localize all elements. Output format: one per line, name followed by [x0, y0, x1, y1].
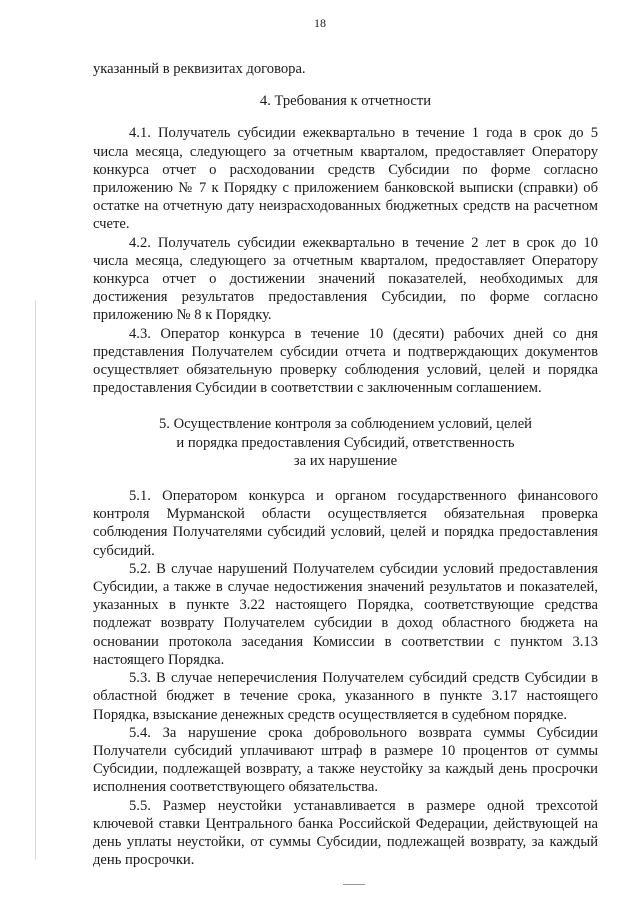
scan-margin-line	[35, 300, 36, 860]
document-body	[93, 60, 598, 869]
clause-4-2: 4.2. Получатель субсидии ежеквартально в течение 2 лет в срок до 10 числа месяца, следующего за отчетным кварталом, предоставляет Оператору конкурса отчет о достижении значений показателей, необходимых для достижения результатов предоставления Субсидии, по форме согласно приложению № 8 к Порядку.	[93, 234, 598, 324]
section-4-heading: 4. Требования к отчетности	[259, 93, 432, 110]
page-number: 18	[314, 16, 326, 30]
clause-4-3: 4.3. Оператор конкурса в течение 10 (десяти) рабочих дней со дня представления Получателем субсидии отчета и подтверждающих документов осуществляет обязательную проверку соблюдения условий, целей и порядка предоставления Субсидии в соответствии с заключенным соглашением.	[93, 325, 598, 397]
section-5-heading-line-2: и порядка предоставления Субсидий, ответственность	[176, 434, 515, 451]
bottom-scan-mark	[343, 884, 365, 885]
clause-5-3: 5.3. В случае неперечисления Получателем субсидий средств Субсидии в областной бюджет в течение срока, указанного в пункте 3.17 настоящего Порядка, взыскание денежных средств осуществляется в судебном порядке.	[93, 670, 598, 723]
section-5-heading-line-3: за их нарушение	[293, 452, 398, 469]
clause-5-5: 5.5. Размер неустойки устанавливается в размере одной трехсотой ключевой ставки Центрального банка Российской Федерации, действующей на день уплаты неустойки, от суммы Субсидии, подлежащей возврату, за каждый день просрочки.	[93, 797, 598, 869]
clause-5-2: 5.2. В случае нарушений Получателем субсидии условий предоставления Субсидии, а также в случае недостижения значений результатов и показателей, указанных в пункте 3.22 настоящего Порядка, соответствующие средства подлежат возврату Получателем субсидии в доход областного бюджета на основании протокола заседания Комиссии в соответствии с пунктом 3.13 настоящего Порядка.	[93, 560, 598, 668]
continuation-text: указанный в реквизитах договора.	[93, 61, 306, 77]
section-5-heading-line-1: 5. Осуществление контроля за соблюдением условий, целей	[159, 416, 532, 433]
section-5-heading	[93, 415, 598, 470]
clause-5-1: 5.1. Оператором конкурса и органом государственного финансового контроля Мурманской области осуществляется обязательная проверка соблюдения Получателями субсидий условий, целей и порядка предоставления субсидий.	[93, 488, 598, 559]
clause-4-1: 4.1. Получатель субсидии ежеквартально в течение 1 года в срок до 5 числа месяца, следующего за отчетным кварталом, предоставляет Оператору конкурса отчет о расходовании средств Субсидии по форме согласно приложению № 7 к Порядку с приложением банковской выписки (справки) об остатке на отчетную дату неизрасходованных бюджетных средств на расчетном счете.	[93, 125, 598, 233]
clause-5-4: 5.4. За нарушение срока добровольного возврата суммы Субсидии Получатели субсидий уплачивают штраф в размере 10 процентов от суммы Субсидии, подлежащей возврату, а также неустойку за каждый день просрочки исполнения соответствующего обязательства.	[93, 724, 598, 796]
